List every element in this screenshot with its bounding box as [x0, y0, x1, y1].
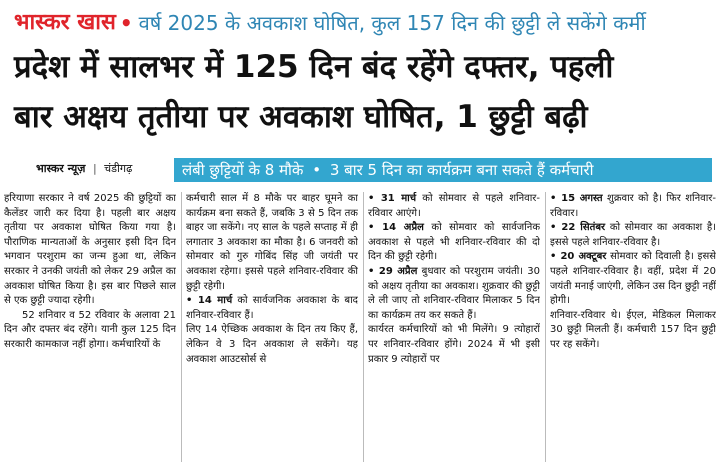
bullet-text: बुधवार को परशुराम जयंती। 30 को अक्षय तृतीया का अवकाश। शुक्रवार की छुट्टी ले ली जाए तो शनिवार-रविवार मिलाकर 5 दिन का कार्यक्रम तय कर सकते हैं।: [368, 265, 540, 321]
bullet-item: [368, 221, 540, 265]
subhead-banner: [174, 158, 712, 182]
bullet-text: को सार्वजनिक अवकाश के बाद शनिवार-रविवार हैं।: [186, 295, 358, 321]
paragraph: हरियाणा सरकार ने वर्ष 2025 की छुट्टियों का कैलेंडर जारी कर दिया है। पहली बार अक्षय तृतीया पर अवकाश घोषित किया गया है। पौराणिक मान्यताओं के अनुसार इसी दिन दिन भगवान परशुराम का जन्म हुआ था, लेकिन सरकार ने उनकी जयंती को लेकर 29 अप्रैल का अवकाश घोषित किया है। इस बार पिछले साल से एक छुट्टी ज्यादा रहेगी।: [4, 193, 176, 307]
bullet-text: सोमवार को दिवाली है। इससे पहले शनिवार-रविवार है। वहीं, प्रदेश में 20 जयंती मनाई जाएंगी, लेकिन उस दिन छुट्टी नहीं होगी।: [550, 251, 716, 307]
headline-line-2: बार अक्षय तृतीया पर अवकाश घोषित, 1 छुट्टी बढ़ी: [14, 99, 588, 135]
paragraph: लिए 14 ऐच्छिक अवकाश के दिन तय किए हैं, लेकिन वे 3 दिन अवकाश ले सकेंगे। यह अवकाश आउटसोर्स से: [186, 324, 358, 365]
bullet-date: • 14 मार्च: [186, 295, 233, 307]
bullet-date: • 31 मार्च: [368, 193, 417, 204]
column-3: [368, 192, 540, 462]
bullet-text: शुक्रवार को है। फिर शनिवार-रविवार।: [550, 193, 716, 219]
column-4: [550, 192, 716, 462]
bullet-date: • 22 सितंबर: [550, 222, 606, 234]
bullet-item: [550, 192, 716, 221]
headline: [14, 42, 714, 142]
subhead-part-1: लंबी छुट्टियों के 8 मौके: [182, 161, 304, 179]
subhead-dot: •: [312, 161, 322, 179]
bullet-date: • 29 अप्रैल: [368, 265, 418, 277]
bullet-item: [186, 294, 358, 323]
byline-place: चंडीगढ़: [104, 162, 133, 175]
bullet-item: [368, 265, 540, 323]
bullet-date: • 14 अप्रैल: [368, 222, 424, 234]
bullet-text: को सोमवार से पहले शनिवार-रविवार आएंगे।: [368, 193, 540, 219]
byline-source: भास्कर न्यूज़: [36, 162, 86, 175]
brand-label: भास्कर खास: [14, 10, 116, 35]
kicker-dot: •: [119, 11, 133, 35]
column-1: [4, 192, 176, 462]
column-divider: [363, 192, 364, 462]
bullet-text: को सोमवार का अवकाश है। इससे पहले शनिवार-रविवार है।: [550, 222, 716, 248]
column-divider: [181, 192, 182, 462]
kicker-line: [14, 6, 714, 40]
bullet-item: [550, 221, 716, 250]
bullet-date: • 15 अगस्त: [550, 193, 603, 204]
kicker-text: वर्ष 2025 के अवकाश घोषित, कुल 157 दिन की छुट्टी ले सकेंगे कर्मी: [138, 11, 646, 35]
paragraph: कर्मचारी साल में 8 मौके पर बाहर घूमने का कार्यक्रम बना सकते हैं, जबकि 3 से 5 दिन तक बाहर जा सकेंगे। नए साल के पहले सप्ताह में ही लगातार 3 अवकाश का मौका है। 6 जनवरी को सोमवार को गुरु गोबिंद सिंह जी जयंती पर अवकाश रहेगा। इससे पहले शनिवार-रविवार की छुट्टी रहेगी।: [186, 193, 358, 292]
paragraph: कार्यरत कर्मचारियों को भी मिलेंगे। 9 त्योहारों पर शनिवार-रविवार होंगे। 2024 में भी इसी प्रकार 9 त्योहारों पर: [368, 324, 540, 365]
article-body: [4, 192, 716, 462]
bullet-item: [368, 192, 540, 221]
bullet-text: को सोमवार को सार्वजनिक अवकाश से पहले भी शनिवार-रविवार की दो दिन की छुट्टी रहेगी।: [368, 222, 540, 263]
bullet-item: [550, 250, 716, 308]
bullet-date: • 20 अक्टूबर: [550, 251, 607, 263]
column-2: [186, 192, 358, 462]
byline: [36, 158, 132, 180]
paragraph: 52 शनिवार व 52 रविवार के अलावा 21 दिन और दफ्तर बंद रहेंगे। यानी कुल 125 दिन सरकारी कामकाज नहीं होगा। कर्मचारियों के: [4, 309, 176, 350]
headline-line-1: प्रदेश में सालभर में 125 दिन बंद रहेंगे दफ्तर, पहली: [14, 49, 614, 85]
paragraph: शनिवार-रविवार थे। ईएल, मेडिकल मिलाकर 30 छुट्टी मिलती हैं। कर्मचारी 157 दिन छुट्टी पर रह सकेंगे।: [550, 309, 716, 350]
column-divider: [545, 192, 546, 462]
byline-separator: |: [92, 162, 97, 175]
subhead-part-2: 3 बार 5 दिन का कार्यक्रम बना सकते हैं कर्मचारी: [329, 161, 594, 179]
